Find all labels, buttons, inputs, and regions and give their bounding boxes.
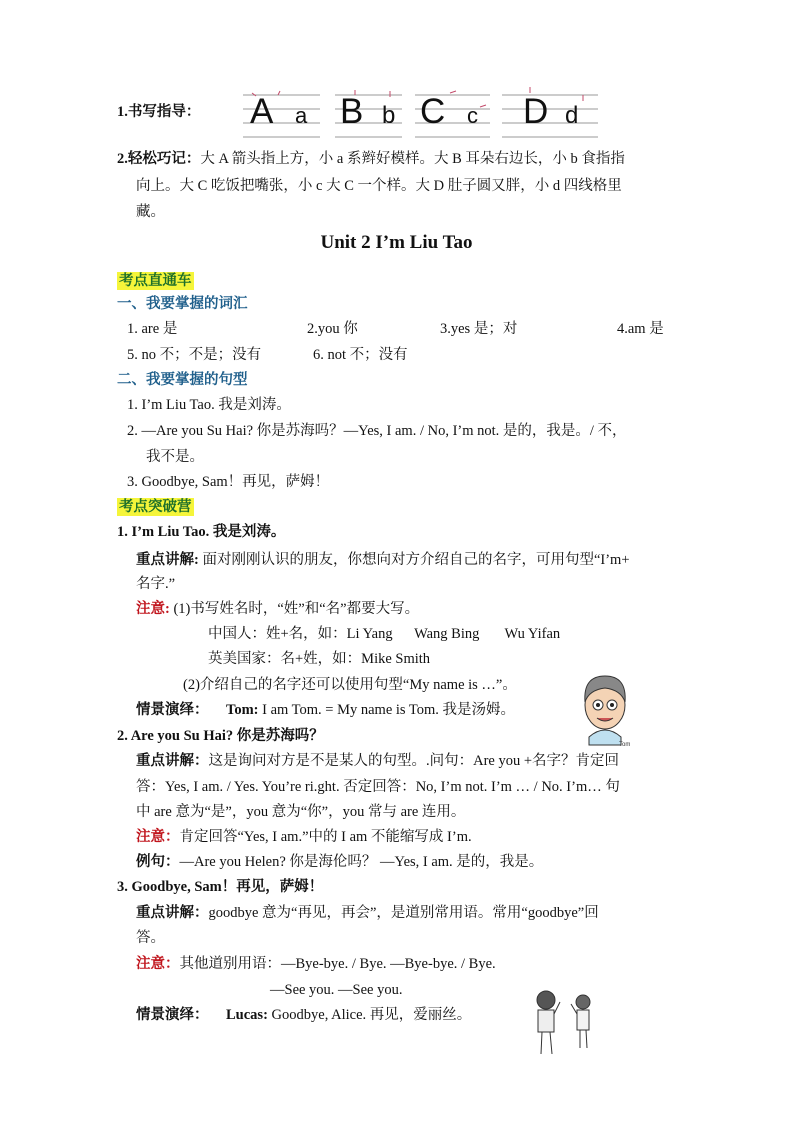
- section-heading: 二、我要掌握的句型: [117, 372, 248, 388]
- note-label: 注意:: [136, 601, 170, 617]
- letter: C: [420, 92, 446, 131]
- example-text: —Are you Helen? 你是海伦吗？ —Yes, I am. 是的，我是。: [179, 854, 544, 870]
- key-text: 答：Yes, I am. / Yes. You’re ri.ght. 否定回答：No, I’m not. I’m … / No. I’m… 句: [136, 779, 620, 795]
- writing-guide-label: 1.书写指导：: [117, 104, 201, 120]
- mnemonic-text: 向上。大 C 吃饭把嘴张，小 c 大 C 一个样。大 D 肚子圆又胖，小 d 四线格里: [136, 178, 622, 194]
- key-label: 重点讲解：: [136, 753, 209, 769]
- point-heading: 1. I’m Liu Tao. 我是刘涛。: [117, 524, 286, 540]
- key-text: 名字.”: [136, 576, 176, 592]
- letter: B: [340, 92, 364, 131]
- sentence-item: 2. —Are you Su Hai? 你是苏海吗？—Yes, I am. / No, I’m not. 是的，我是。/ 不，: [127, 423, 627, 439]
- letter: a: [295, 103, 308, 128]
- scene-label: 情景演绎：: [136, 1007, 209, 1023]
- speaker: Tom:: [226, 702, 259, 718]
- mnemonic-text: 藏。: [136, 204, 165, 220]
- note-text: —See you. —See you.: [270, 982, 403, 998]
- key-text: 中 are 意为“是”，you 意为“你”，you 常与 are 连用。: [136, 804, 466, 820]
- note-text: 肯定回答“Yes, I am.”中的 I am 不能缩写成 I’m.: [179, 829, 472, 845]
- vocab-item: 1. are 是: [127, 321, 178, 337]
- scene-text: I am Tom. = My name is Tom. 我是汤姆。: [258, 702, 516, 718]
- section-badge: 考点突破营: [119, 499, 192, 515]
- key-text: 答。: [136, 930, 165, 946]
- letter: d: [565, 102, 579, 129]
- letter: b: [382, 102, 396, 129]
- page-title: Unit 2 I’m Liu Tao: [320, 232, 473, 253]
- letter: c: [467, 103, 478, 128]
- note-text: 中国人：姓+名，如：Li Yang Wang Bing Wu Yifan: [208, 626, 561, 642]
- key-text: goodbye 意为“再见，再会”，是道别常用语。常用“goodbye”回: [208, 905, 599, 921]
- vocab-item: 4.am 是: [617, 321, 664, 337]
- vocab-item: 2.you 你: [307, 321, 358, 337]
- vocab-item: 5. no 不；不是；没有: [127, 347, 262, 363]
- note-label: 注意：: [136, 956, 180, 972]
- vocab-item: 6. not 不；没有: [313, 347, 408, 363]
- letter: A: [250, 92, 274, 131]
- section-badge: 考点直通车: [119, 273, 192, 289]
- sentence-item: 1. I’m Liu Tao. 我是刘涛。: [127, 397, 291, 413]
- key-label: 重点讲解:: [136, 552, 199, 568]
- image-caption: Tom: [619, 742, 631, 748]
- point-heading: 2. Are you Su Hai? 你是苏海吗？: [117, 728, 324, 744]
- note-text: (2)介绍自己的名字还可以使用句型“My name is …”。: [183, 677, 517, 693]
- sentence-item: 我不是。: [146, 449, 204, 465]
- speaker: Lucas:: [226, 1007, 268, 1023]
- note-text: 英美国家：名+姓，如：Mike Smith: [208, 651, 431, 667]
- letter: D: [523, 92, 549, 131]
- letter-writing-guide: [240, 85, 605, 140]
- mnemonic-label: 2.轻松巧记：: [117, 151, 201, 167]
- section-heading: 一、我要掌握的词汇: [117, 296, 248, 312]
- key-text: 这是询问对方是不是某人的句型。.问句：Are you +名字？肯定回: [208, 753, 620, 769]
- sentence-item: 3. Goodbye, Sam！再见，萨姆！: [127, 474, 330, 490]
- point-heading: 3. Goodbye, Sam！再见，萨姆！: [117, 879, 324, 895]
- scene-label: 情景演绎：: [136, 702, 209, 718]
- key-text: 面对刚刚认识的朋友，你想向对方介绍自己的名字，可用句型“I’m+: [198, 552, 630, 568]
- mnemonic-text: 大 A 箭头指上方，小 a 系辫好模样。大 B 耳朵右边长，小 b 食指指: [200, 151, 625, 167]
- children-illustration: [528, 988, 603, 1058]
- note-text: (1)书写姓名时，“姓”和“名”都要大写。: [169, 601, 420, 617]
- vocab-item: 3.yes 是；对: [440, 321, 518, 337]
- scene-text: Goodbye, Alice. 再见，爱丽丝。: [267, 1007, 472, 1023]
- tom-illustration: [575, 672, 635, 748]
- example-label: 例句：: [136, 854, 180, 870]
- note-text: 其他道别用语：—Bye-bye. / Bye. —Bye-bye. / Bye.: [179, 956, 496, 972]
- note-label: 注意：: [136, 829, 180, 845]
- key-label: 重点讲解：: [136, 905, 209, 921]
